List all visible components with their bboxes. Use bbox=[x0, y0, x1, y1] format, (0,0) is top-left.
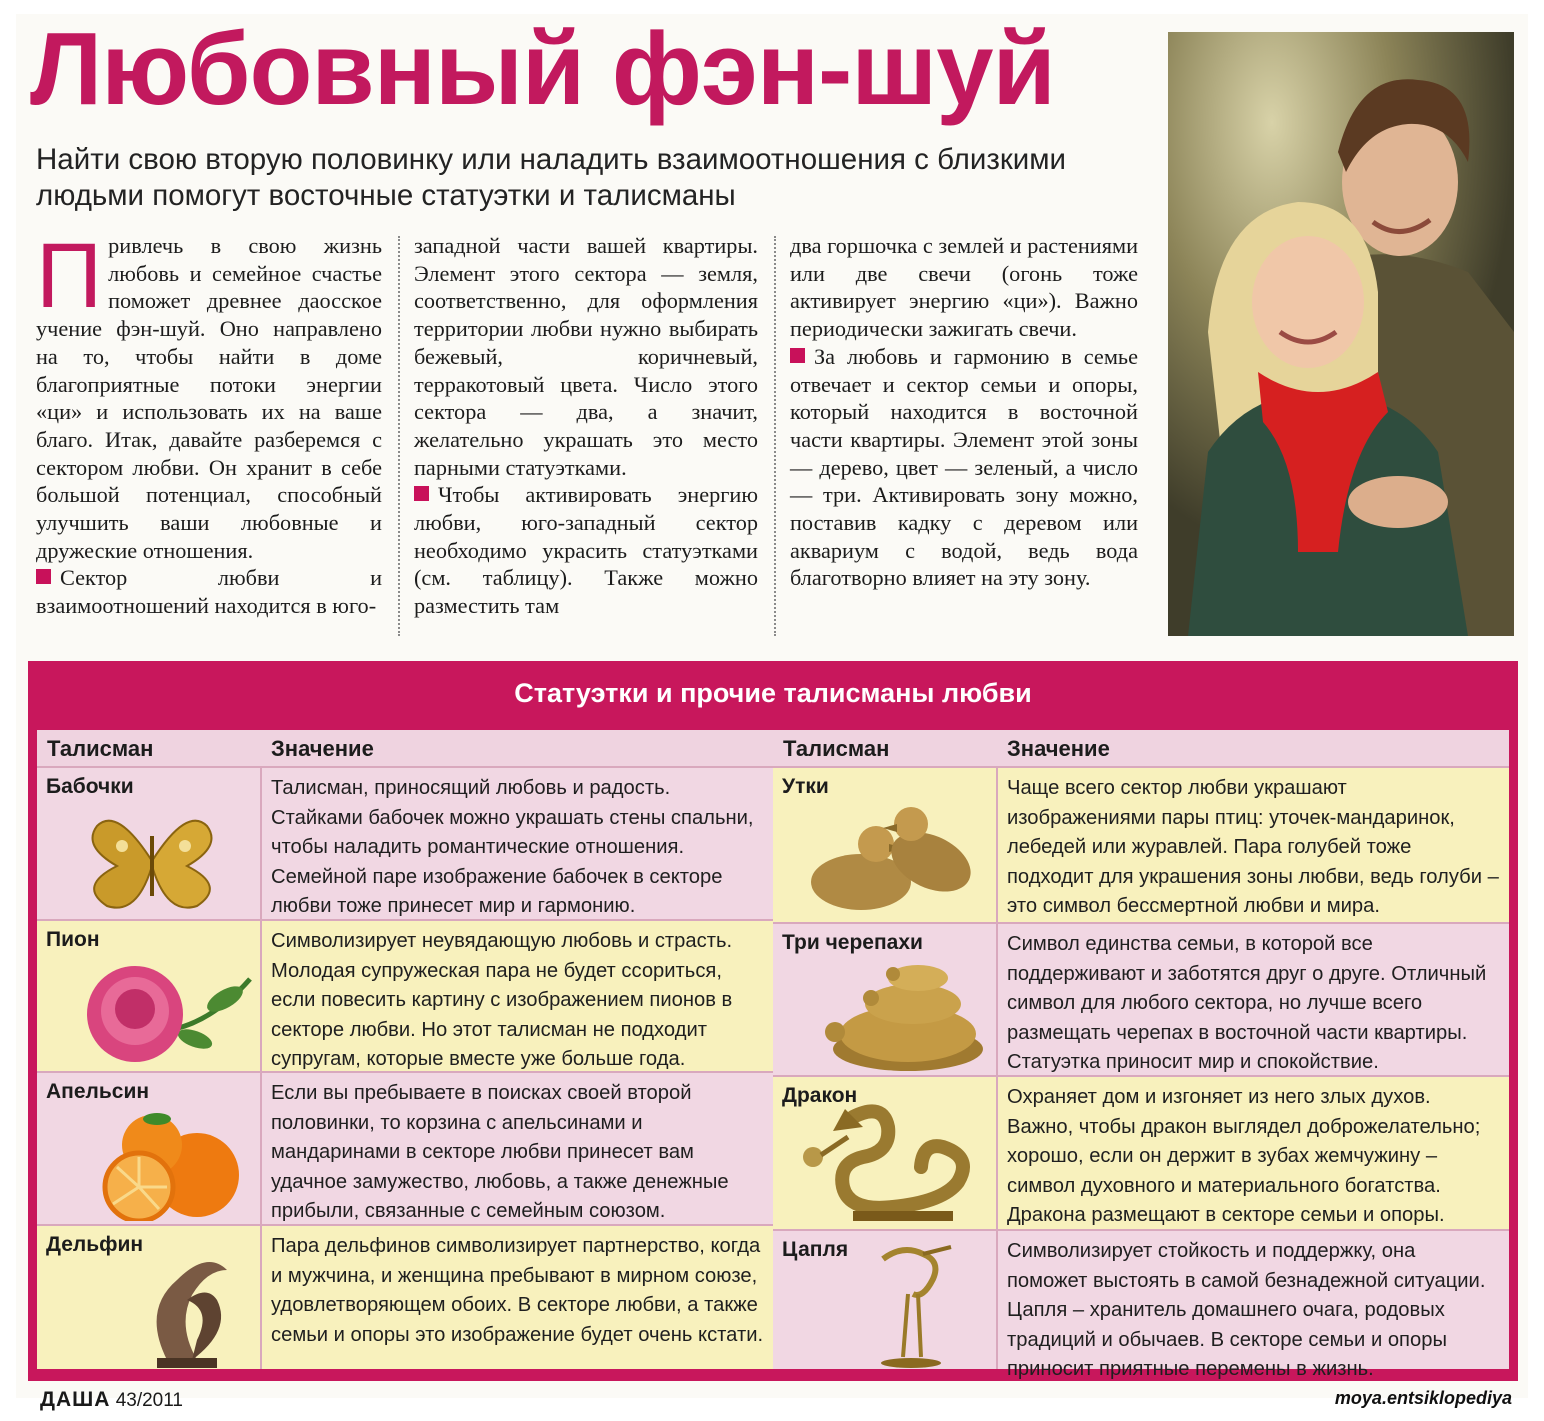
talisman-cell bbox=[773, 1077, 996, 1229]
talisman-meaning: Чаще всего сектор любви украшают изображениями пары птиц: уточек-мандаринок, лебедей или журавлей. Пара голубей тоже подходит для украшения зоны любви, ведь голуби – это символ бессмертной любви и мира. bbox=[1007, 777, 1499, 918]
talisman-meaning: Символизирует стойкость и поддержку, она поможет выстоять в самой безнадежной ситуации. Цапля – хранитель домашнего очага, родовых традиций и обычаев. В секторе семьи и опоры приносит приятные перемены в жизнь. bbox=[1007, 1240, 1486, 1381]
table-row bbox=[37, 1073, 773, 1224]
talismans-table-right bbox=[773, 730, 1509, 1381]
couple-photo bbox=[1168, 32, 1514, 636]
meaning-cell bbox=[998, 1077, 1509, 1229]
table-row bbox=[773, 924, 1509, 1075]
talisman-name: Дракон bbox=[782, 1084, 858, 1107]
orange-icon bbox=[97, 1109, 247, 1221]
bullet-square-icon bbox=[790, 348, 805, 363]
column-divider bbox=[774, 236, 776, 636]
couple-illustration bbox=[1168, 32, 1514, 636]
talisman-cell bbox=[37, 768, 260, 919]
butterfly-icon bbox=[77, 806, 227, 916]
source-watermark: moya.entsiklopediya bbox=[1334, 1388, 1512, 1408]
dropcap-letter: П bbox=[36, 225, 103, 327]
header-talisman: Талисман bbox=[47, 736, 154, 761]
meaning-cell bbox=[998, 1231, 1509, 1381]
talisman-cell bbox=[773, 768, 996, 922]
table-row bbox=[37, 1226, 773, 1369]
header-meaning: Значение bbox=[1007, 736, 1110, 761]
meaning-cell bbox=[262, 768, 773, 919]
talisman-name: Пион bbox=[46, 928, 100, 951]
talismans-box-title: Статуэтки и прочие талисманы любви bbox=[514, 678, 1032, 708]
meaning-cell bbox=[262, 1073, 773, 1224]
talisman-cell bbox=[37, 921, 260, 1071]
meaning-cell bbox=[998, 768, 1509, 922]
talisman-cell bbox=[37, 1226, 260, 1369]
talisman-meaning: Талисман, приносящий любовь и радость. Стайками бабочек можно украшать стены спальни, чтобы наладить романтические отношения. Семейной паре изображение бабочек в секторе любви тоже принесет мир и гармонию. bbox=[271, 777, 754, 918]
table-row bbox=[773, 1077, 1509, 1229]
article-column-3 bbox=[790, 232, 1138, 644]
turtles-icon bbox=[813, 954, 993, 1072]
article-paragraph: Чтобы активировать энергию любви, юго-западный сектор необходимо украсить статуэтками (см. таблицу). Также можно разместить там bbox=[414, 482, 758, 619]
meaning-cell bbox=[262, 1226, 773, 1369]
column-divider bbox=[398, 236, 400, 636]
talisman-cell bbox=[773, 1231, 996, 1369]
table-row bbox=[37, 768, 773, 919]
talisman-name: Утки bbox=[782, 775, 829, 798]
meaning-cell bbox=[262, 921, 773, 1071]
issue-number: 43/2011 bbox=[115, 1390, 183, 1411]
talisman-name: Цапля bbox=[782, 1238, 849, 1261]
talisman-meaning: Пара дельфинов символизирует партнерство, когда и мужчина, и женщина пребывают в мирном союзе, удовлетворяющем обоих. В секторе любви, а также семьи и опоры это изображение будет очень кстати. bbox=[271, 1235, 764, 1346]
article-paragraph: За любовь и гармонию в семье отвечает и сектор семьи и опоры, который находится в восточной части квартиры. Элемент этой зоны — дерево, цвет — зеленый, а число — три. Активировать зону можно, поставив кадку с деревом или аквариум с водой, ведь вода благотворно влияет на эту зону. bbox=[790, 343, 1138, 591]
article-paragraph: западной части вашей квартиры. Элемент этого сектора — земля, соответственно, для оформления территории любви нужно выбирать бежевый, коричневый, терракотовый цвета. Число этого сектора — два, а значит, желательно украшать это место парными статуэтками. bbox=[414, 233, 758, 480]
article-paragraph: ривлечь в свою жизнь любовь и семейное счастье поможет древнее даосское учение фэн-шуй. Оно направлено на то, чтобы найти в доме благоприятные потоки энергии «ци» и использовать их на ваше благо. Итак, давайте разберемся с сектором любви. Он хранит в себе большой потенциал, способный улучшить ваши любовные и дружеские отношения. bbox=[36, 233, 382, 563]
magazine-footer bbox=[40, 1388, 183, 1412]
talismans-box bbox=[28, 661, 1518, 1381]
table-row bbox=[773, 1231, 1509, 1381]
talisman-meaning: Символ единства семьи, в которой все поддерживают и заботятся друг о друге. Отличный символ для любого сектора, но лучше всего размещать черепах в восточной части квартиры. Статуэтка приносит мир и спокойствие. bbox=[1007, 933, 1487, 1074]
dragon-icon bbox=[793, 1097, 989, 1225]
table-row bbox=[773, 768, 1509, 922]
article-title: Любовный фэн-шуй bbox=[30, 11, 1055, 126]
magazine-name: ДАША bbox=[40, 1388, 111, 1411]
heron-icon bbox=[863, 1239, 953, 1369]
talisman-name: Бабочки bbox=[46, 775, 134, 798]
table-row bbox=[37, 921, 773, 1071]
talisman-meaning: Охраняет дом и изгоняет из него злых духов. Важно, чтобы дракон выглядел доброжелательно; хорошо, если он держит в зубах жемчужину – символ духовного и материального богатства. Дракона размещают в секторе семьи и опоры. bbox=[1007, 1086, 1481, 1227]
article-paragraph: два горшочка с землей и растениями или две свечи (огонь тоже активирует энергию «ци»). Важно периодически зажигать свечи. bbox=[790, 233, 1138, 342]
bullet-square-icon bbox=[36, 569, 51, 584]
talisman-meaning: Если вы пребываете в поисках своей второй половинки, то корзина с апельсинами и мандаринами в секторе любви принесет вам удачное замужество, любовь, а также денежные прибыли, связанные с семейным союзом. bbox=[271, 1082, 729, 1223]
ducks-icon bbox=[801, 802, 981, 918]
talisman-cell bbox=[37, 1073, 260, 1224]
talisman-meaning: Символизирует неувядающую любовь и страсть. Молодая супружеская пара не будет ссориться, если повесить картину с изображением пионов в секторе любви. Но этот талисман не подходит супругам, которые вместе уже больше года. bbox=[271, 930, 733, 1071]
meaning-cell bbox=[998, 924, 1509, 1075]
article-paragraph: Сектор любви и взаимоотношений находится в юго- bbox=[36, 565, 382, 619]
bullet-square-icon bbox=[414, 486, 429, 501]
talisman-cell bbox=[773, 924, 996, 1075]
table-header bbox=[37, 730, 773, 766]
talisman-name: Апельсин bbox=[46, 1080, 150, 1103]
article-column-2 bbox=[414, 232, 758, 644]
peony-icon bbox=[65, 959, 255, 1064]
table-header bbox=[773, 730, 1509, 766]
talisman-name: Три черепахи bbox=[782, 931, 923, 954]
talisman-name: Дельфин bbox=[46, 1233, 144, 1256]
header-talisman: Талисман bbox=[783, 736, 890, 761]
talismans-table-left bbox=[37, 730, 773, 1369]
article-column-1 bbox=[36, 225, 382, 644]
article-subtitle: Найти свою вторую половинку или наладить взаимоотношения с близкими людьми помогут восточные статуэтки и талисманы bbox=[36, 143, 1067, 212]
dolphin-icon bbox=[137, 1240, 237, 1368]
header-meaning: Значение bbox=[271, 736, 374, 761]
